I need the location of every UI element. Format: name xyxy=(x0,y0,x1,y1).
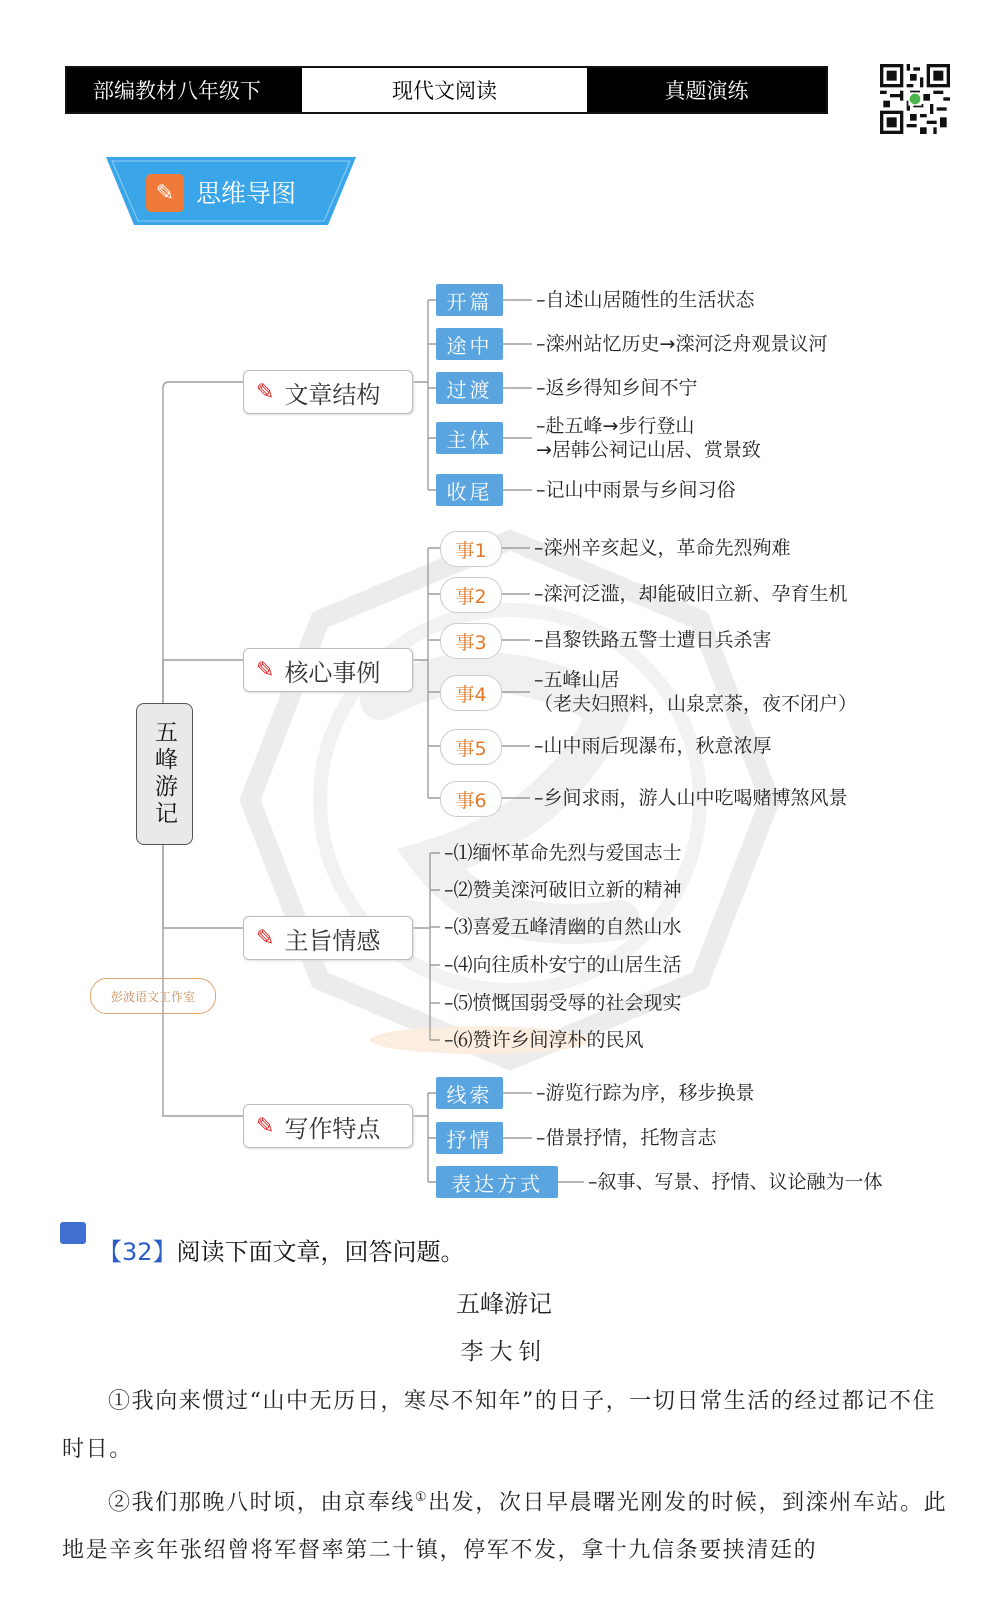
leaf-text: –借景抒情，托物言志 xyxy=(536,1127,717,1149)
branch-structure[interactable] xyxy=(243,370,413,414)
question-prompt: 阅读下面文章，回答问题。 xyxy=(176,1238,465,1266)
paragraph-text: ②我们那晚八时顷，由京奉线 xyxy=(108,1490,415,1516)
leaf-text-cont: （老夫妇照料，山泉烹茶，夜不闭户） xyxy=(534,693,858,715)
branch-label: 核心事例 xyxy=(284,658,381,687)
leaf-text-cont: →居韩公祠记山居、赏景致 xyxy=(536,439,761,461)
branch-themes[interactable] xyxy=(243,916,413,960)
branch-label: 写作特点 xyxy=(284,1114,381,1143)
mindmap-title: 思维导图 xyxy=(196,179,297,208)
tag-event-2: 事2 xyxy=(440,577,502,613)
bookmark-icon xyxy=(60,1222,86,1244)
theme-item: –⑸愤慨国弱受辱的社会现实 xyxy=(444,992,682,1014)
leaf-text: –滦州站忆历史→滦河泛舟观景议河 xyxy=(536,333,828,355)
tag-expression: 表达方式 xyxy=(436,1166,558,1198)
theme-item: –⑹赞许乡间淳朴的民风 xyxy=(444,1029,644,1051)
theme-item: –⑵赞美滦河破旧立新的精神 xyxy=(444,879,682,901)
leaf-text: –自述山居随性的生活状态 xyxy=(536,289,755,311)
paragraph-text: 出发，次日早晨曙光刚发的时候，到滦州车站。此地是辛亥年张绍曾将军督率第二十镇，停军不发，拿十九信条要挟清廷的 xyxy=(62,1490,948,1564)
leaf-text: –游览行踪为序，移步换景 xyxy=(536,1082,755,1104)
tag-lyric: 抒情 xyxy=(436,1122,503,1154)
mindmap-root: 五峰游记 xyxy=(136,703,193,845)
leaf-text: –返乡得知乡间不宁 xyxy=(536,377,698,399)
tag-ending: 收尾 xyxy=(436,474,503,506)
article-paragraph-1: ①我向来惯过“山中无历日，寒尽不知年”的日子，一切日常生活的经过都记不住时日。 xyxy=(62,1389,937,1462)
tag-opening: 开篇 xyxy=(436,284,503,316)
question-number: 【32】 xyxy=(98,1238,177,1266)
pencil-icon: ✎ xyxy=(256,379,275,405)
leaf-text: –乡间求雨，游人山中吃喝赌博煞风景 xyxy=(534,787,848,809)
branch-events[interactable] xyxy=(243,648,413,692)
pencil-note-icon: ✎ xyxy=(146,174,184,212)
leaf-text: –滦州辛亥起义，革命先烈殉难 xyxy=(534,537,791,559)
article-author: 李大钊 xyxy=(460,1339,548,1365)
tag-event-1: 事1 xyxy=(440,531,502,567)
tag-event-5: 事5 xyxy=(440,729,502,765)
leaf-text: –叙事、写景、抒情、议论融为一体 xyxy=(588,1171,883,1193)
theme-item: –⑴缅怀革命先烈与爱国志士 xyxy=(444,842,682,864)
header-section: 真题演练 xyxy=(587,68,826,112)
tag-midway: 途中 xyxy=(436,328,503,360)
header-grade: 部编教材八年级下 xyxy=(67,68,302,112)
article-title: 五峰游记 xyxy=(456,1290,552,1318)
leaf-text: –滦河泛滥，却能破旧立新、孕育生机 xyxy=(534,583,848,605)
tag-transition: 过渡 xyxy=(436,372,503,404)
studio-stamp: 彭波语文工作室 xyxy=(90,978,216,1014)
leaf-text: –昌黎铁路五警士遭日兵杀害 xyxy=(534,629,772,651)
footnote-marker[interactable]: ① xyxy=(414,1490,429,1505)
tag-event-4: 事4 xyxy=(440,675,502,711)
question-line xyxy=(98,1232,465,1267)
leaf-text: –五峰山居 xyxy=(534,669,620,691)
article-paragraph-2 xyxy=(62,1474,948,1575)
branch-writing[interactable] xyxy=(243,1104,413,1148)
header-topic: 现代文阅读 xyxy=(302,68,587,112)
tag-event-3: 事3 xyxy=(440,623,502,659)
leaf-text: –山中雨后现瀑布，秋意浓厚 xyxy=(534,735,772,757)
pencil-icon: ✎ xyxy=(256,657,275,683)
pencil-icon: ✎ xyxy=(256,925,275,951)
tag-event-6: 事6 xyxy=(440,781,502,817)
theme-item: –⑷向往质朴安宁的山居生活 xyxy=(444,954,682,976)
branch-label: 文章结构 xyxy=(284,380,381,409)
pencil-icon: ✎ xyxy=(256,1113,275,1139)
tag-main-body: 主体 xyxy=(436,422,503,454)
tag-clue: 线索 xyxy=(436,1077,503,1109)
branch-label: 主旨情感 xyxy=(284,926,381,955)
leaf-text: –记山中雨景与乡间习俗 xyxy=(536,479,736,501)
theme-item: –⑶喜爱五峰清幽的自然山水 xyxy=(444,916,682,938)
leaf-text: –赴五峰→步行登山 xyxy=(536,415,695,437)
